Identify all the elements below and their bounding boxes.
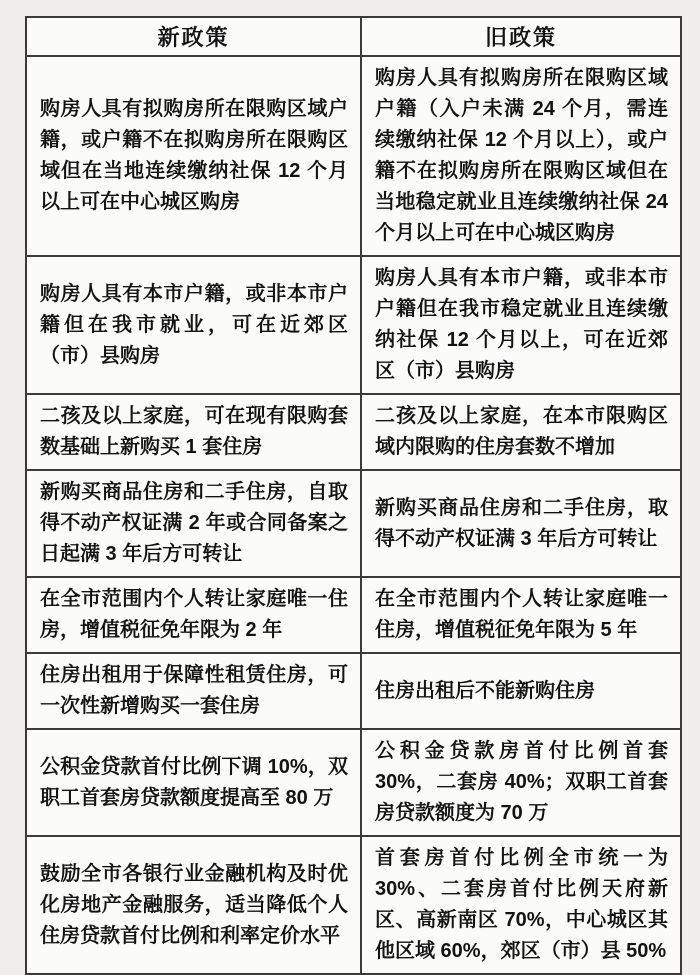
cell-old-policy-3: 二孩及以上家庭，在本市限购区域内限购的住房套数不增加 bbox=[361, 394, 681, 470]
cell-new-policy-1: 购房人具有拟购房所在限购区域户籍，或户籍不在拟购房所在限购区域但在当地连续缴纳社保 12 个月以上可在中心城区购房 bbox=[26, 56, 361, 256]
cell-old-policy-4: 新购买商品住房和二手住房，取得不动产权证满 3 年后方可转让 bbox=[361, 470, 681, 577]
cell-old-policy-7: 公积金贷款房首付比例首套 30%，二套房 40%；双职工首套房贷款额度为 70 万 bbox=[361, 729, 681, 836]
cell-old-policy-5: 在全市范围内个人转让家庭唯一住房，增值税征免年限为 5 年 bbox=[361, 577, 681, 653]
header-new-policy: 新政策 bbox=[26, 17, 361, 56]
table-header-row bbox=[26, 17, 681, 56]
header-old-policy: 旧政策 bbox=[361, 17, 681, 56]
table-row bbox=[26, 729, 681, 836]
table-row bbox=[26, 394, 681, 470]
table-row bbox=[26, 653, 681, 729]
cell-new-policy-6: 住房出租用于保障性租赁住房，可一次性新增购买一套住房 bbox=[26, 653, 361, 729]
cell-new-policy-3: 二孩及以上家庭，可在现有限购套数基础上新购买 1 套住房 bbox=[26, 394, 361, 470]
cell-old-policy-2: 购房人具有本市户籍，或非本市户籍但在我市稳定就业且连续缴纳社保 12 个月以上，可在近郊区（市）县购房 bbox=[361, 256, 681, 394]
cell-new-policy-7: 公积金贷款首付比例下调 10%，双职工首套房贷款额度提高至 80 万 bbox=[26, 729, 361, 836]
table-row bbox=[26, 836, 681, 974]
policy-comparison-table bbox=[25, 16, 682, 975]
cell-new-policy-4: 新购买商品住房和二手住房，自取得不动产权证满 2 年或合同备案之日起满 3 年后方可转让 bbox=[26, 470, 361, 577]
cell-old-policy-6: 住房出租后不能新购住房 bbox=[361, 653, 681, 729]
table-row bbox=[26, 577, 681, 653]
table-row bbox=[26, 470, 681, 577]
table-row bbox=[26, 256, 681, 394]
table-row bbox=[26, 56, 681, 256]
cell-old-policy-1: 购房人具有拟购房所在限购区域户籍（入户未满 24 个月，需连续缴纳社保 12 个月以上），或户籍不在拟购房所在限购区域但在当地稳定就业且连续缴纳社保 24 个月以上可在中心城区购房 bbox=[361, 56, 681, 256]
cell-new-policy-2: 购房人具有本市户籍，或非本市户籍但在我市就业，可在近郊区（市）县购房 bbox=[26, 256, 361, 394]
cell-new-policy-5: 在全市范围内个人转让家庭唯一住房，增值税征免年限为 2 年 bbox=[26, 577, 361, 653]
page bbox=[25, 16, 680, 975]
cell-old-policy-8: 首套房首付比例全市统一为 30%、二套房首付比例天府新区、高新南区 70%，中心城区其他区域 60%，郊区（市）县 50% bbox=[361, 836, 681, 974]
cell-new-policy-8: 鼓励全市各银行业金融机构及时优化房地产金融服务，适当降低个人住房贷款首付比例和利率定价水平 bbox=[26, 836, 361, 974]
